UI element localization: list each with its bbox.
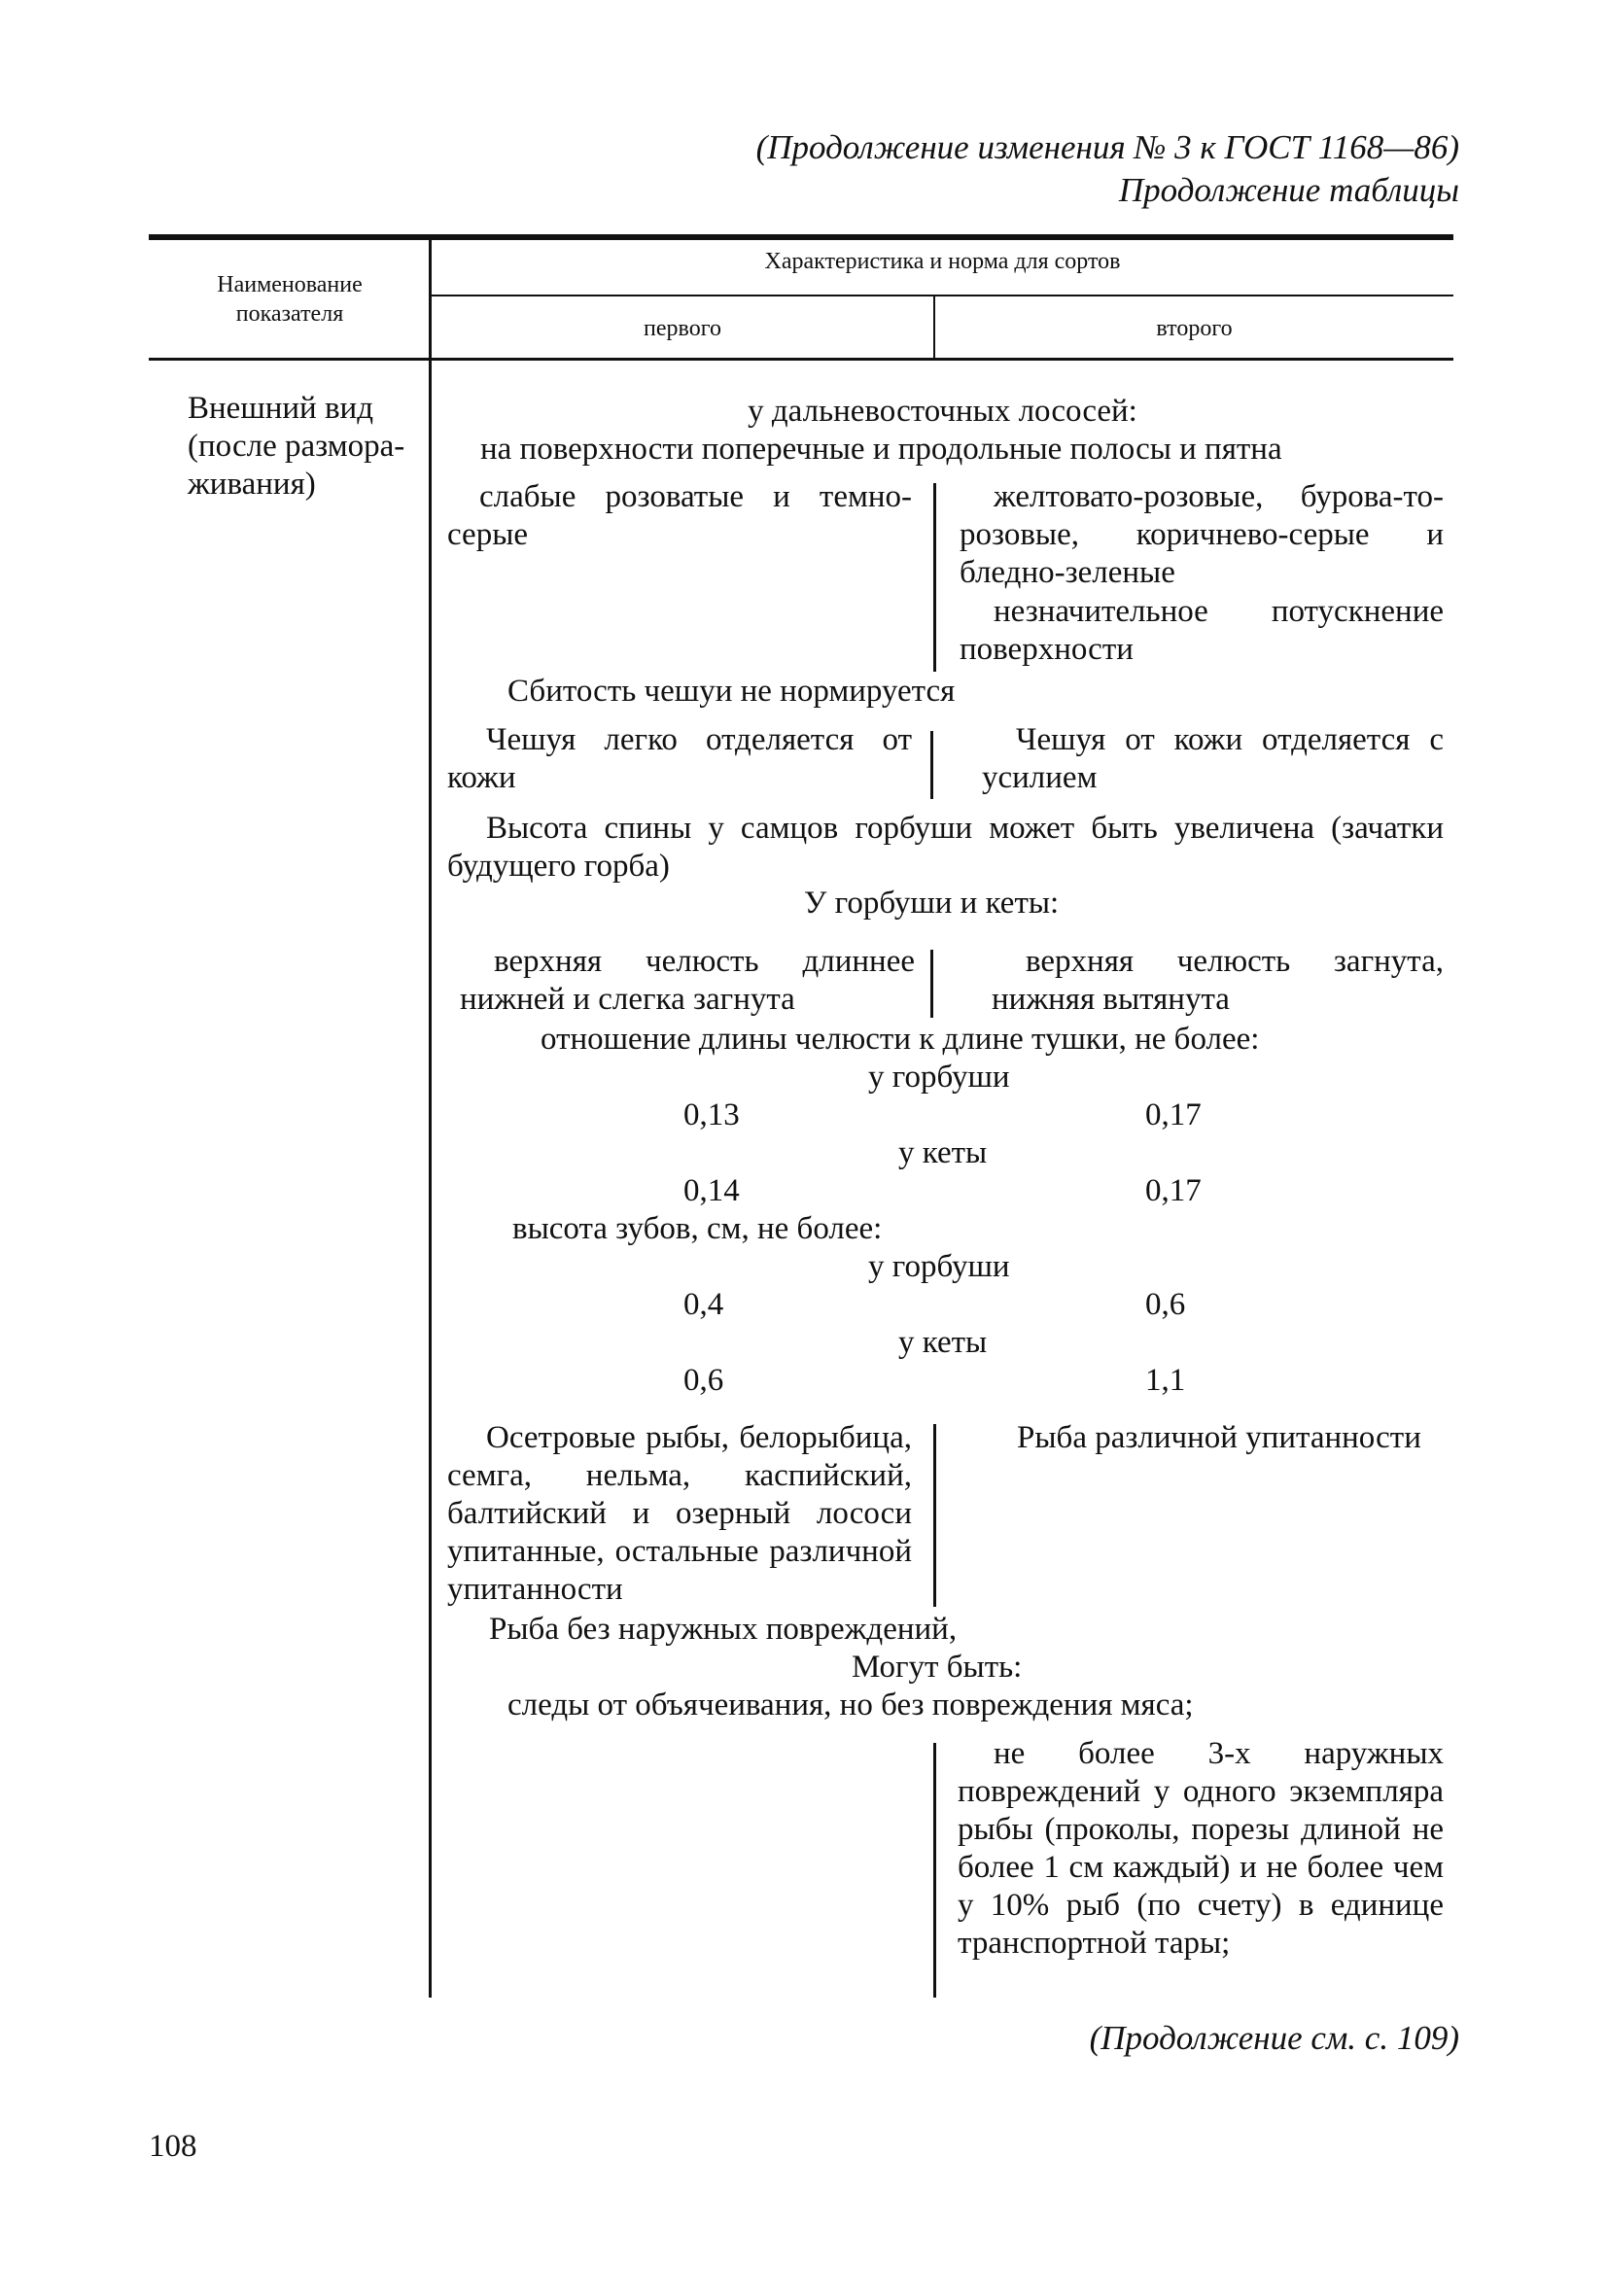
row-label-line1: Внешний вид — [188, 391, 373, 426]
back-height-note: Высота спины у самцов горбуши может быть увеличена (зачатки будущего горба) — [447, 811, 1444, 884]
scale-not-normed: Сбитость чешуи не нормируется — [507, 674, 956, 709]
column-name-header — [154, 270, 426, 329]
column-name-line1: Наименование — [217, 272, 363, 297]
first-grade-scale: Чешуя легко отделяется от кожи — [447, 722, 912, 795]
teeth-keta-first: 0,6 — [683, 1363, 724, 1398]
subheader-rule — [432, 295, 1453, 296]
far-east-salmon-heading: у дальневосточных лососей: — [748, 394, 1137, 429]
ratio-pink-second: 0,17 — [1145, 1097, 1202, 1132]
divider-fatness — [933, 1424, 936, 1607]
divider-scale — [930, 731, 933, 799]
ratio-keta-second: 0,17 — [1145, 1173, 1202, 1208]
divider-jaw — [930, 950, 933, 1018]
row-label-line3: живания) — [188, 467, 316, 502]
ratio-pink-label: у горбуши — [868, 1060, 1010, 1095]
no-external-damage: Рыба без наружных повреждений, — [489, 1612, 958, 1647]
continuation-header: (Продолжение изменения № 3 к ГОСТ 1168—86) — [755, 128, 1459, 166]
second-grade-jaw: верхняя челюсть загнута, нижняя вытянута — [992, 944, 1444, 1017]
ratio-keta-first: 0,14 — [683, 1173, 740, 1208]
second-grade-stripes: желтовато-розовые, бурова-то-розовые, коричнево-серые и бледно-зеленые — [960, 479, 1444, 590]
second-grade-damage-limits: не более 3-х наружных повреждений у одного экземпляра рыбы (проколы, порезы длиной не более 1 см каждый) и не более чем у 10% рыб (по счету) в единице транспортной тары; — [958, 1736, 1444, 1961]
mesh-traces: следы от объячеивания, но без повреждения мяса; — [507, 1687, 1194, 1722]
first-grade-jaw: верхняя челюсть длиннее нижней и слегка загнута — [460, 944, 915, 1017]
ratio-pink-first: 0,13 — [683, 1097, 740, 1132]
column-name-line2: показателя — [235, 301, 344, 327]
column-second-grade-header: второго — [1156, 316, 1233, 341]
teeth-pink-first: 0,4 — [683, 1287, 724, 1322]
row-label — [188, 390, 413, 504]
teeth-height-heading: высота зубов, см, не более: — [512, 1211, 883, 1246]
first-grade-fatness: Осетровые рыбы, белорыбица, семга, нельма, каспийский, балтийский и озерный лососи упитанные, остальные различной упитанности — [447, 1420, 912, 1607]
teeth-pink-second: 0,6 — [1145, 1287, 1186, 1322]
table-continuation-note: Продолжение таблицы — [1118, 171, 1459, 209]
header-bottom-rule — [149, 358, 1453, 361]
second-grade-scale: Чешуя от кожи отделяется с усилием — [982, 722, 1444, 795]
ratio-keta-label: у кеты — [898, 1135, 988, 1170]
jaw-ratio-heading: отношение длины челюсти к длине тушки, не более: — [541, 1022, 1260, 1057]
divider-damage — [933, 1743, 936, 1998]
row-label-line2: (после размора- — [188, 429, 405, 464]
continued-on-page: (Продолжение см. с. 109) — [1089, 2019, 1459, 2057]
pink-and-keta-heading: У горбуши и кеты: — [804, 886, 1060, 921]
surface-stripes-text: на поверхности поперечные и продольные полосы и пятна — [480, 432, 1282, 467]
second-grade-fatness: Рыба различной упитанности — [1017, 1420, 1421, 1455]
may-be-heading: Могут быть: — [852, 1650, 1023, 1685]
column-first-grade-header: первого — [644, 316, 721, 341]
teeth-keta-label: у кеты — [898, 1325, 988, 1360]
first-grade-stripes: слабые розоватые и темно-серые — [447, 479, 912, 552]
divider-stripes — [933, 483, 936, 672]
table-top-rule — [149, 234, 1453, 240]
column-characteristic-header: Характеристика и норма для сортов — [764, 249, 1121, 274]
page-number: 108 — [149, 2129, 197, 2164]
teeth-keta-second: 1,1 — [1145, 1363, 1186, 1398]
teeth-pink-label: у горбуши — [868, 1249, 1010, 1284]
column-divider-main — [429, 240, 432, 1998]
second-grade-dullness: незначительное потускнение поверхности — [960, 594, 1444, 667]
